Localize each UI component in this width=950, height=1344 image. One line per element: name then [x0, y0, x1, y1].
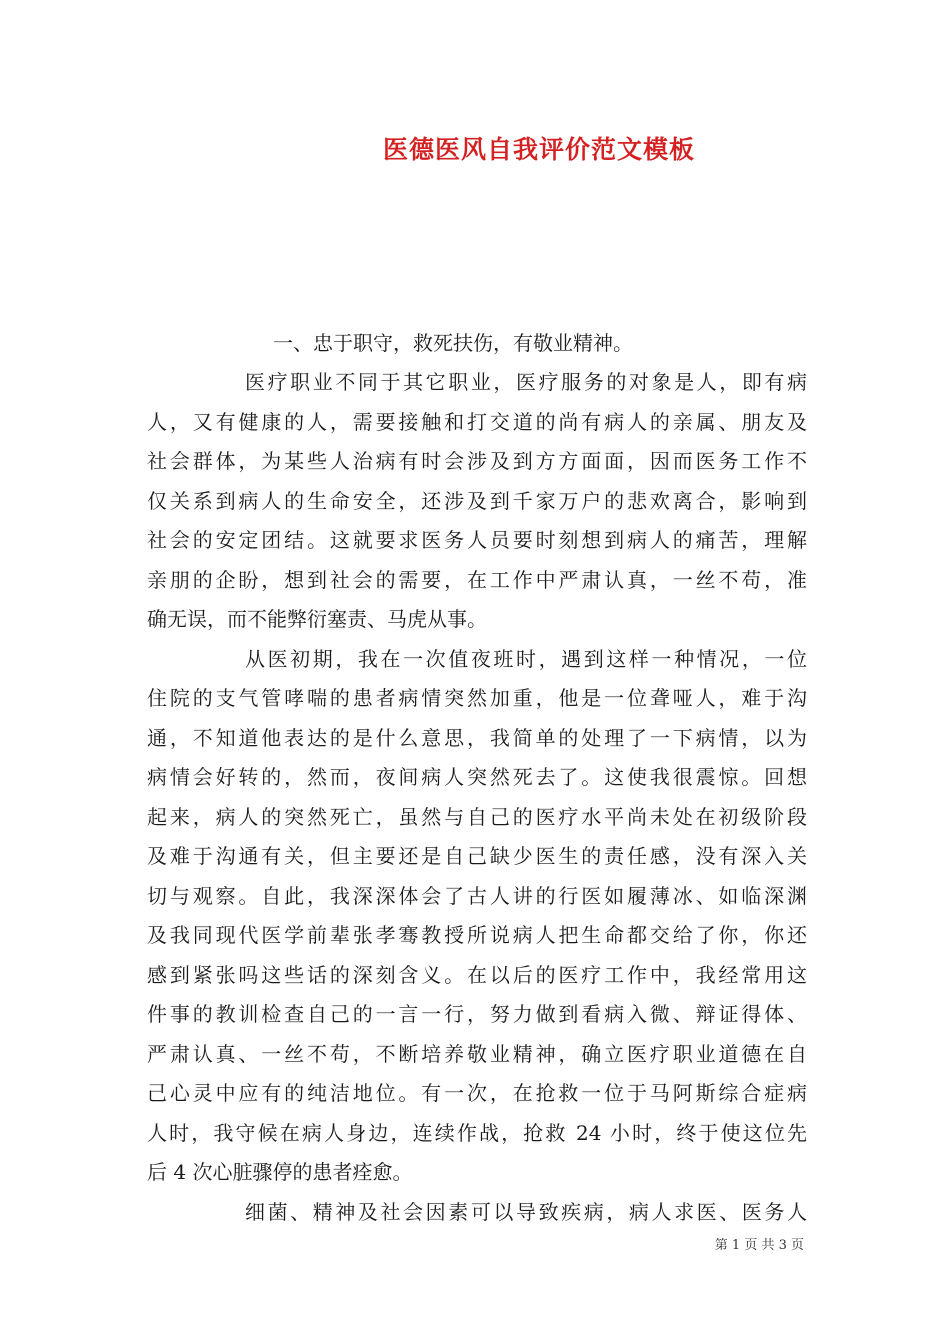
page-number: 第 1 页 共 3 页: [714, 1238, 804, 1253]
paragraph-line: 从医初期，我在一次值夜班时，遇到这样一种情况，一位: [245, 646, 807, 671]
paragraph-line: 通，不知道他表达的是什么意思，我简单的处理了一下病情，以为: [147, 725, 807, 750]
document-body: [147, 363, 807, 1232]
paragraph-line: 件事的教训检查自己的一言一行，努力做到看病入微、辩证得体、: [147, 1002, 807, 1026]
paragraph-line: 社会的安定团结。这就要求医务人员要时刻想到病人的痛苦，理解: [147, 528, 807, 552]
paragraph-line: 病情会好转的，然而，夜间病人突然死去了。这使我很震惊。回想: [147, 765, 807, 789]
paragraph-line: 感到紧张吗这些话的深刻含义。在以后的医疗工作中，我经常用这: [147, 962, 807, 987]
paragraph-line: 细菌、精神及社会因素可以导致疾病，病人求医、医务人: [245, 1199, 807, 1224]
paragraph-line: 人时，我守候在病人身边，连续作战，抢救 24 小时，终于使这位先: [147, 1120, 807, 1145]
paragraph-line: 住院的支气管哮喘的患者病情突然加重，他是一位聋哑人，难于沟: [147, 686, 807, 710]
paragraph-line: 人，又有健康的人，需要接触和打交道的尚有病人的亲属、朋友及: [147, 409, 807, 434]
paragraph-line: 社会群体，为某些人治病有时会涉及到方方面面，因而医务工作不: [147, 449, 807, 473]
paragraph-line: 严肃认真、一丝不苟，不断培养敬业精神，确立医疗职业道德在自: [147, 1041, 807, 1066]
paragraph-line: 起来，病人的突然死亡，虽然与自己的医疗水平尚未处在初级阶段: [147, 804, 807, 829]
paragraph-line: 确无误，而不能弊衍塞责、马虎从事。: [147, 607, 487, 631]
section-heading: 一、忠于职守，救死扶伤，有敬业精神。: [273, 331, 633, 355]
paragraph-line: 医疗职业不同于其它职业，医疗服务的对象是人，即有病: [245, 370, 807, 394]
paragraph-line: 仅关系到病人的生命安全，还涉及到千家万户的悲欢离合，影响到: [147, 488, 807, 513]
paragraph-line: 切与观察。自此，我深深体会了古人讲的行医如履薄冰、如临深渊: [147, 883, 807, 908]
paragraph-line: 及难于沟通有关，但主要还是自己缺少医生的责任感，没有深入关: [147, 844, 807, 868]
paragraph-line: 及我同现代医学前辈张孝骞教授所说病人把生命都交给了你，你还: [147, 923, 807, 947]
paragraph-line: 己心灵中应有的纯洁地位。有一次，在抢救一位于马阿斯综合症病: [147, 1081, 807, 1105]
paragraph-line: 后 4 次心脏骤停的患者痊愈。: [147, 1160, 413, 1184]
document-title: 医德医风自我评价范文模板: [382, 135, 695, 164]
paragraph-line: 亲朋的企盼，想到社会的需要，在工作中严肃认真，一丝不苟，准: [147, 567, 807, 592]
